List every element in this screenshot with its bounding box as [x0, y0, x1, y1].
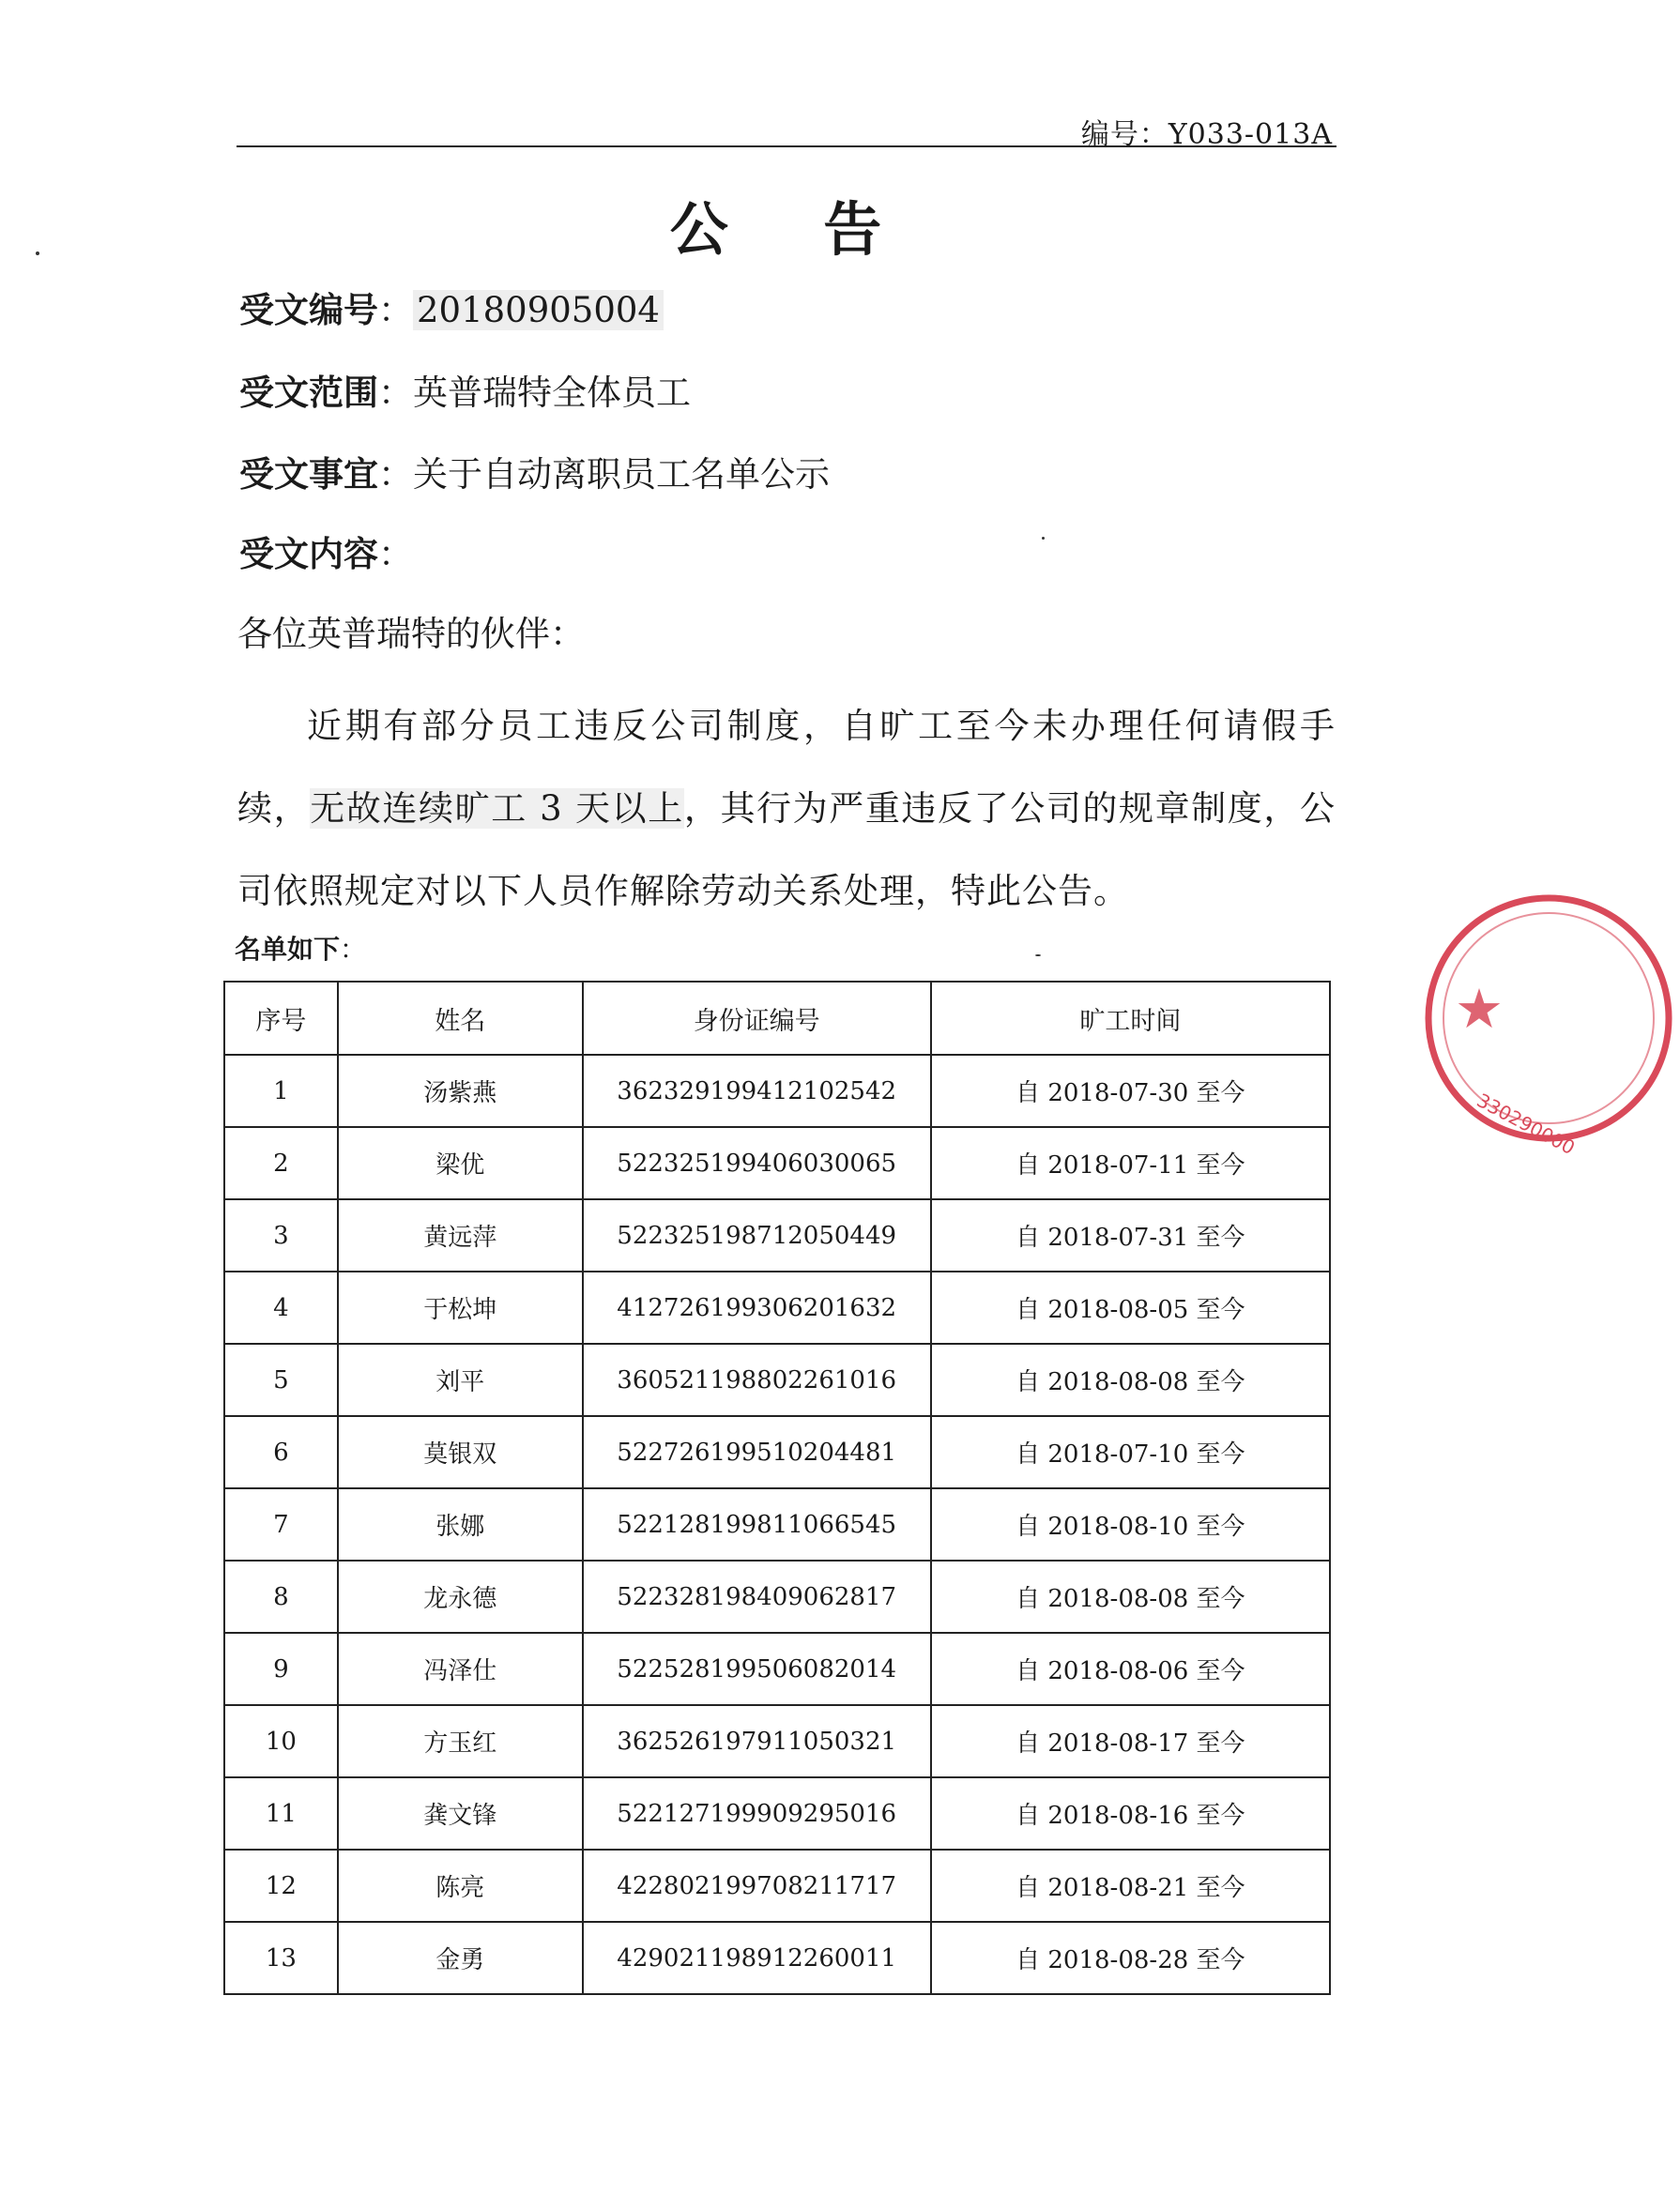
seal-code: 330290000 — [1473, 1089, 1580, 1160]
field-subject — [239, 446, 830, 496]
document-number: 编号：Y033-013A — [1080, 118, 1333, 151]
field-receipt-number — [239, 282, 664, 332]
cell-name: 莫银双 — [338, 1416, 583, 1488]
header-id-number: 身份证编号 — [583, 982, 931, 1055]
cell-absence-period: 自 2018-08-16 至今 — [931, 1777, 1330, 1850]
header-absence-period: 旷工时间 — [931, 982, 1330, 1055]
cell-absence-period: 自 2018-08-06 至今 — [931, 1633, 1330, 1705]
table-row — [224, 1488, 1330, 1561]
cell-number: 7 — [224, 1488, 338, 1561]
table-row — [224, 1705, 1330, 1777]
field-label: 受文内容 ： — [239, 534, 413, 574]
cell-number: 12 — [224, 1850, 338, 1922]
field-label: 受文编号 ： — [239, 290, 413, 330]
list-label: 名单如下 ： — [235, 929, 366, 967]
cell-id-number: 522128199811066545 — [583, 1488, 931, 1561]
cell-name: 张娜 — [338, 1488, 583, 1561]
cell-number: 3 — [224, 1199, 338, 1272]
table-row — [224, 1344, 1330, 1416]
cell-name: 于松坤 — [338, 1272, 583, 1344]
cell-id-number: 362329199412102542 — [583, 1055, 931, 1127]
cell-absence-period: 自 2018-07-31 至今 — [931, 1199, 1330, 1272]
greeting: 各位英普瑞特的伙伴： — [237, 614, 585, 654]
cell-number: 8 — [224, 1561, 338, 1633]
field-label: 受文事宜 ： — [239, 454, 413, 495]
cell-absence-period: 自 2018-08-05 至今 — [931, 1272, 1330, 1344]
header-number: 序号 — [224, 982, 338, 1055]
cell-absence-period: 自 2018-07-10 至今 — [931, 1416, 1330, 1488]
cell-name: 陈亮 — [338, 1850, 583, 1922]
cell-name: 黄远萍 — [338, 1199, 583, 1272]
table-row — [224, 1561, 1330, 1633]
cell-name: 龚文锋 — [338, 1777, 583, 1850]
cell-absence-period: 自 2018-08-10 至今 — [931, 1488, 1330, 1561]
field-label: 受文范围 ： — [239, 373, 413, 413]
scan-speck — [1035, 954, 1041, 956]
body-highlight: 无故连续旷工 3 天以上 — [310, 788, 684, 829]
cell-id-number: 412726199306201632 — [583, 1272, 931, 1344]
field-value: 英普瑞特全体员工 — [413, 373, 691, 413]
scan-speck — [36, 251, 39, 255]
cell-id-number: 429021198912260011 — [583, 1922, 931, 1994]
cell-name: 刘平 — [338, 1344, 583, 1416]
field-value: 关于自动离职员工名单公示 — [413, 454, 830, 495]
cell-number: 1 — [224, 1055, 338, 1127]
table-row — [224, 1850, 1330, 1922]
cell-absence-period: 自 2018-08-17 至今 — [931, 1705, 1330, 1777]
cell-absence-period: 自 2018-08-28 至今 — [931, 1922, 1330, 1994]
cell-id-number: 522127199909295016 — [583, 1777, 931, 1850]
field-content — [239, 526, 413, 576]
body-part-2: ，其行为严重违反了公司的规章制度，公司依照规定对以下人员作解除劳动关系处理，特此公告。 — [237, 788, 1336, 911]
field-value: 20180905004 — [413, 290, 664, 330]
body-part-1: 近期有部分员工违反公司制度，自旷工至今未办理任何请假手续， — [237, 706, 1336, 829]
table-row — [224, 1055, 1330, 1127]
cell-id-number: 360521198802261016 — [583, 1344, 931, 1416]
cell-id-number: 522726199510204481 — [583, 1416, 931, 1488]
dismissal-table — [223, 981, 1331, 1995]
cell-absence-period: 自 2018-07-11 至今 — [931, 1127, 1330, 1199]
page-title: 公 告 — [669, 195, 920, 264]
table-row — [224, 1777, 1330, 1850]
cell-name: 汤紫燕 — [338, 1055, 583, 1127]
header-rule — [237, 145, 1336, 147]
company-seal — [1417, 887, 1680, 1160]
cell-absence-period: 自 2018-08-08 至今 — [931, 1344, 1330, 1416]
cell-id-number: 362526197911050321 — [583, 1705, 931, 1777]
header-name: 姓名 — [338, 982, 583, 1055]
scan-speck — [1042, 537, 1045, 540]
cell-id-number: 522325198712050449 — [583, 1199, 931, 1272]
cell-number: 13 — [224, 1922, 338, 1994]
cell-number: 5 — [224, 1344, 338, 1416]
field-scope — [239, 364, 691, 415]
cell-id-number: 522528199506082014 — [583, 1633, 931, 1705]
cell-number: 10 — [224, 1705, 338, 1777]
cell-name: 梁优 — [338, 1127, 583, 1199]
cell-id-number: 522328198409062817 — [583, 1561, 931, 1633]
cell-name: 冯泽仕 — [338, 1633, 583, 1705]
notice-body — [237, 685, 1336, 933]
cell-name: 龙永德 — [338, 1561, 583, 1633]
cell-id-number: 422802199708211717 — [583, 1850, 931, 1922]
table-row — [224, 1633, 1330, 1705]
cell-absence-period: 自 2018-07-30 至今 — [931, 1055, 1330, 1127]
cell-number: 2 — [224, 1127, 338, 1199]
cell-absence-period: 自 2018-08-21 至今 — [931, 1850, 1330, 1922]
table-row — [224, 1199, 1330, 1272]
cell-number: 9 — [224, 1633, 338, 1705]
cell-number: 4 — [224, 1272, 338, 1344]
cell-name: 方玉红 — [338, 1705, 583, 1777]
table-row — [224, 1416, 1330, 1488]
table-header-row — [224, 982, 1330, 1055]
cell-number: 11 — [224, 1777, 338, 1850]
cell-number: 6 — [224, 1416, 338, 1488]
table-row — [224, 1272, 1330, 1344]
cell-id-number: 522325199406030065 — [583, 1127, 931, 1199]
table-row — [224, 1127, 1330, 1199]
seal-glyph: ★ — [1455, 977, 1504, 1041]
cell-name: 金勇 — [338, 1922, 583, 1994]
table-row — [224, 1922, 1330, 1994]
cell-absence-period: 自 2018-08-08 至今 — [931, 1561, 1330, 1633]
